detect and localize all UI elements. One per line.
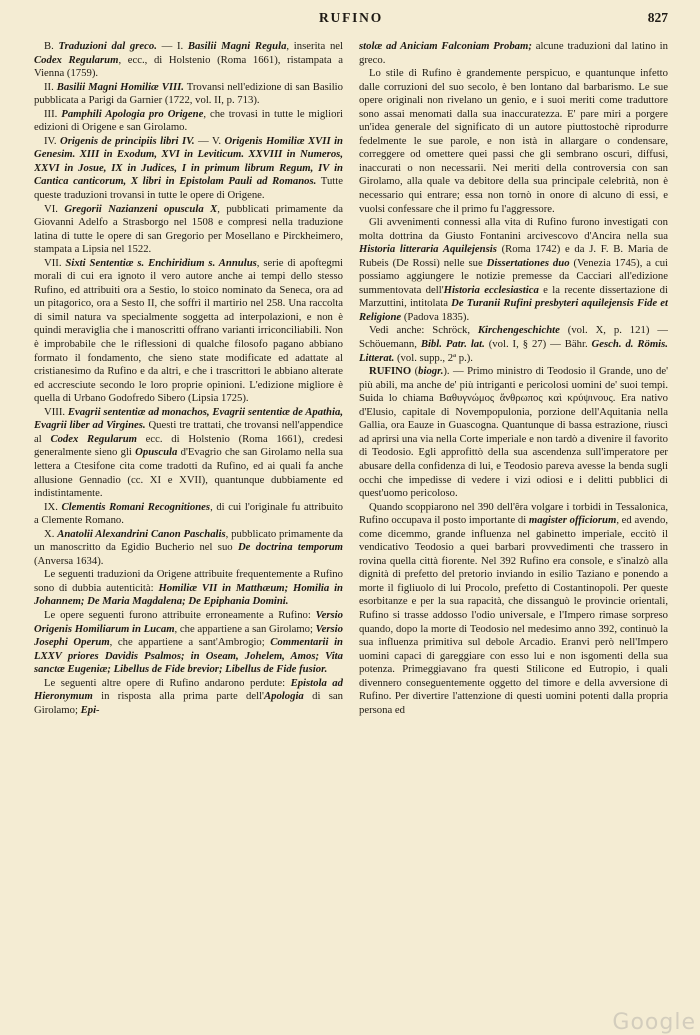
text-run: in risposta alla prima parte dell' xyxy=(92,690,264,703)
italic-run: Codex Regularum xyxy=(34,53,119,66)
paragraph xyxy=(359,216,668,324)
running-head xyxy=(34,10,668,32)
text-run: Vedi anche: Schröck, xyxy=(369,324,478,337)
italic-run: Bibl. Patr. lat. xyxy=(420,338,485,351)
text-run: — V. xyxy=(194,134,225,147)
text-run: , che appartiene a sant'Ambrogio; xyxy=(109,636,271,649)
paragraph xyxy=(34,528,343,569)
text-run: , pubblicato primamente da un manoscritto da Egidio Bucherio nel suo xyxy=(34,527,343,554)
italic-run: magister officiorum xyxy=(528,514,617,527)
italic-run: Evagrii sententiæ ad monachos, Evagrii sententiæ de Apathia, Evagrii liber ad Virgines. xyxy=(34,405,343,432)
italic-run: Gesch. d. Römis. Litterat. xyxy=(359,338,668,364)
text-run: VII. xyxy=(44,256,66,269)
text-run: IV. xyxy=(44,134,61,147)
text-run: , inserita nel xyxy=(286,40,343,52)
text-run: VI. xyxy=(44,202,65,215)
italic-run: De doctrina temporum xyxy=(237,541,343,554)
watermark: Google xyxy=(612,1010,696,1035)
italic-run: Origenis de principiis libri IV. xyxy=(60,134,195,147)
italic-run: Apologia xyxy=(263,690,304,703)
italic-run: Dissertationes duo xyxy=(486,256,570,269)
paragraph xyxy=(34,203,343,257)
text-run: Quando scoppiarono nel 390 dell'êra volgare i torbidi in Tessalonica, Rufino occupava il posto importante di xyxy=(359,500,668,527)
paragraph xyxy=(359,324,668,365)
paragraph xyxy=(34,677,343,718)
text-run: , ed avendo, come dicemmo, grande influenza nel gabinetto imperiale, eccitò il vendicativo Teodosio a quei barbari provvedimenti che trassero in rovina quella città fiorente. Nel 392 Rufino era console, e s'inalzò alla dignità di prefetto del pretorio inviando in esilio Taziano e ponendo a morte il figliuolo di lui Procolo, prefetto di Costantinopoli. Per queste esorbitanze e per la sua rapacità, che dissanguò le provincie orientali, Rufino si trasse addosso l'odio universale, e l'Impero rimase sorpreso quando, dopo la morte di Teodosio nel medesimo anno 392, continuò la sua influenza primitiva sul debole Arcadio. Eranvi però nell'Impero uomini capaci di gareggiare con esso lui e non isgomenti della sua potenza. Primeggiavano fra questi Stilicone ed Eutropio, i quali divennero conseguentemente oggetto del timore e della avversione di Rufino. Per divertire l'attenzione di questi uomini potenti dalla propria persona ed xyxy=(359,514,668,716)
text-run: , ecc., di Holstenio (Roma 1661), ristampata a Vienna (1759). xyxy=(34,53,343,80)
text-run: (Anversa 1634). xyxy=(34,554,104,567)
text-run: (vol. I, § 27) — Bähr. xyxy=(484,338,592,351)
text-run: ( xyxy=(411,365,419,378)
italic-run: Anatolii Alexandrini Canon Paschalis xyxy=(57,527,226,540)
text-run: Tutte queste traduzioni trovansi in tutte le opere di Origene. xyxy=(34,175,343,202)
text-run: (Venezia 1745), a cui possiamo aggiungere le notizie premesse da Cacciari all'edizione summentovata dell' xyxy=(359,256,668,296)
paragraph xyxy=(359,67,668,216)
text-run: Trovansi nell'edizione di san Basilio pubblicata a Parigi da Garnier (1722, vol. II, p. 713). xyxy=(34,80,343,107)
italic-run: Traduzioni dal greco. xyxy=(58,40,157,52)
text-run: Gli avvenimenti connessi alla vita di Rufino furono investigati con molta dottrina da Giusto Fontanini arcivescovo d'Ancira nella sua xyxy=(359,216,668,242)
italic-run: Basilii Magni Homiliæ VIII. xyxy=(56,80,184,93)
paragraph xyxy=(34,501,343,528)
text-columns xyxy=(34,40,668,1018)
italic-run: Origenis Homiliæ XVII in Genesim. XIII in Exodum, XVI in Leviticum. XXVIII in Numeros, XXVI in Josue, IX in Judices, I in primum librum Regum, IV in Cantica canticorum, X libri in Epistolam Pauli ad Romanos. xyxy=(34,134,343,188)
text-run: (Roma 1742) e da J. F. B. Maria de Rubeis (De Rossi) nelle sue xyxy=(359,243,668,269)
italic-run: Kirchengeschichte xyxy=(477,324,560,337)
text-run: — I. xyxy=(156,40,188,52)
text-run: (Padova 1835). xyxy=(401,310,470,323)
text-run: , che appartiene a san Girolamo; xyxy=(174,622,316,635)
text-run: di san Girolamo; xyxy=(34,690,343,716)
text-run: RUFINO xyxy=(369,365,412,378)
paragraph xyxy=(34,406,343,501)
paragraph xyxy=(359,501,668,718)
italic-run: Commentarii in LXXV priores Davidis Psalmos; in Oseam, Johelem, Amos; Vita sanctæ Eugeniæ; Libellus de Fide brevior; Libellus de Fide fusior. xyxy=(34,636,343,676)
text-run: , serie di apoftegmi morali di cui era ignoto il vero autore anche ai tempi dello stesso Rufino, ed attribuiti ora a Sestio, lo stoico nominato da Seneca, ora ad un pitagorico, ora a Sesto II, che soffrì il martirio nel 258. Una raccolta di simil natura va specialmente soggetta ad interpolazioni, e non è quindi meraviglia che i manoscritti offrano varianti irriconciliabili. Non è improbabile che le riflessioni di qualche filosofo pagano abbiano formato il fondamento, che sieno state modificate ed adattate al cristianesimo da Rufino e da altri, e che i trascrittori le abbiano alterate ed accresciute secondo le loro proprie opinioni. L'edizione migliore è quella di Urbano Godofredo Sibero (Lipsia 1725). xyxy=(34,256,343,405)
italic-run: Versio Origenis Homiliarum in Lucam xyxy=(34,608,343,635)
italic-run: Versio Josephi Operum xyxy=(34,622,343,649)
italic-run: Basilii Magni Regula xyxy=(187,40,287,52)
text-run: Le opere seguenti furono attribuite erroneamente a Rufino: xyxy=(44,608,316,621)
text-run: B. xyxy=(44,40,59,52)
text-run: II. xyxy=(44,80,57,93)
right-column xyxy=(359,40,668,1018)
text-run: VIII. xyxy=(44,405,68,418)
italic-run: Gregorii Nazianzeni opuscula X xyxy=(64,202,218,215)
italic-run: Opuscula xyxy=(135,446,178,459)
paragraph xyxy=(34,108,343,135)
text-run: alcune traduzioni dal latino in greco. xyxy=(359,40,668,66)
italic-run: Epi- xyxy=(80,703,100,716)
text-run: (vol. X, p. 121) — Schöuemann, xyxy=(359,324,668,351)
italic-run: Pamphili Apologia pro Origene xyxy=(61,107,204,120)
text-run: III. xyxy=(44,107,62,120)
italic-run: Codex Regularum xyxy=(50,432,137,445)
text-run: Le seguenti traduzioni da Origene attribuite frequentemente a Rufino sono di dubbia autenticità: xyxy=(34,568,343,594)
italic-run: De Turanii Rufini presbyteri aquilejensis Fide et Religione xyxy=(359,297,668,323)
text-run: ecc. di Holstenio (Roma 1661), credesi generalmente sieno gli xyxy=(34,432,343,459)
text-run: Le seguenti altre opere di Rufino andarono perdute: xyxy=(44,676,291,689)
italic-run: Historia ecclesiastica xyxy=(443,283,539,296)
text-run: , di cui l'originale fu attribuito a Clemente Romano. xyxy=(34,500,343,527)
left-column xyxy=(34,40,343,1018)
text-run: IX. xyxy=(44,500,62,513)
text-run: Lo stile di Rufino è grandemente perspicuo, e quantunque infetto dalle corruzioni del suo secolo, è ben lontano dal barbarismo. Le sue opere originali non rivelano un genio, e i suoi meriti come traduttore sono assai menomati dalla sua inaccuratezza. E' pare miri a porgere un'idea generale del significato di un autore piuttostochè riprodurre fedelmente le sue parole, e non istà in allargare o condensare, correggere od omettere quei passi che gli sembrano oscuri, diffusi, inaccurati o non necessarii. Nei meriti della controversia con san Girolamo, alla quale va debitore della sua principale celebrità, non è necessario qui entrare; essa non tornò in onore di alcuno di essi, e vuolsi confessare che il primo fu l'aggressore. xyxy=(359,67,668,215)
italic-run: Sixti Sententiæ s. Enchiridium s. Annulus xyxy=(65,256,257,269)
paragraph xyxy=(34,257,343,406)
text-run: ). — Primo ministro di Teodosio il Grande, uno de' più abili, ma anche de' più intriganti e pericolosi uomini de' suoi tempi. Suida lo chiama Βαθυγνώμος ἄνθρωπος καὶ κρύψινους. Era nativo d'Elusio, capitale di Novempopulonia, porzione dell'Aquitania nella Gallia, ora Eauze in Guascogna. Quantunque di bassa estrazione, riuscì ad aprirsi una via nella Corte imperiale e non tardò a divenire il favorito di Teodosio. Egli approfittò della sua ascendenza sull'imperatore per abusare della confidenza di lui, e Teodosio pareva avesse la benda sugli occhi che impedisse di vedere i vizi odiosi e i delitti pubblici di quest'uomo pericoloso. xyxy=(359,365,668,500)
page-title: RUFINO xyxy=(318,10,384,25)
paragraph xyxy=(359,40,668,67)
italic-run: Epistola ad Hieronymum xyxy=(34,676,343,703)
paragraph xyxy=(34,568,343,609)
text-run: X. xyxy=(44,527,58,540)
page-number: 827 xyxy=(647,10,668,25)
text-run: , pubblicati primamente da Giovanni Adelfo a Strasborgo nel 1508 e compresi nella traduzione latina di tutte le opere di san Gregorio per Mosellano e Pirckheimero, stampata a Lipsia nel 1522. xyxy=(34,202,343,256)
italic-run: Homiliæ VII in Matthæum; Homilia in Johannem; De Maria Magdalena; De Epiphania Domini. xyxy=(34,581,343,608)
paragraph xyxy=(34,81,343,108)
paragraph xyxy=(359,365,668,500)
italic-run: Historia litteraria Aquilejensis xyxy=(359,243,497,256)
italic-run: stolæ ad Aniciam Falconiam Probam; xyxy=(359,40,532,52)
text-run: e la recente dissertazione di Marzuttini, intitolata xyxy=(359,283,668,310)
paragraph xyxy=(34,40,343,81)
text-run: Questi tre trattati, che trovansi nell'appendice al xyxy=(34,419,343,445)
paragraph xyxy=(34,135,343,203)
text-run: (vol. supp., 2ª p.). xyxy=(394,351,473,364)
text-run: d'Evagrio che san Girolamo nella sua lettera a Ctesifone cita come tradotti da Rufino, ed ai quali fa anche allusione Gennadio (cc. XI e XVII), quantunque dubbiamente ed indistintamente. xyxy=(34,446,343,500)
paragraph xyxy=(34,609,343,677)
text-run: , che trovasi in tutte le migliori edizioni di Origene e san Girolamo. xyxy=(34,107,343,134)
italic-run: Clementis Romani Recognitiones xyxy=(61,500,211,513)
italic-run: biogr. xyxy=(418,365,444,378)
